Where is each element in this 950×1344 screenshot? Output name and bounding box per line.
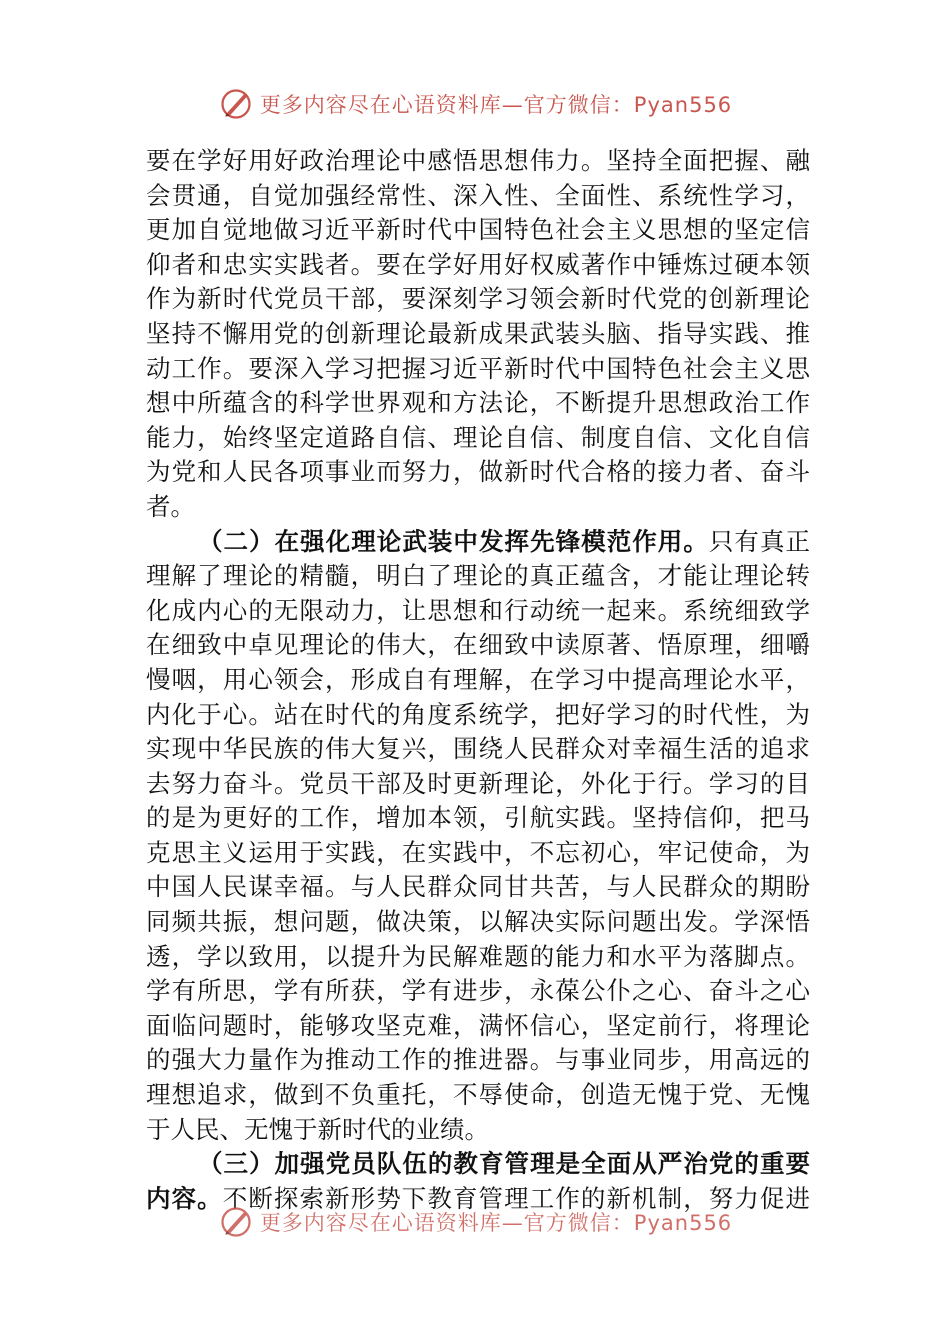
section-heading-3-cont: 内容。 — [146, 1183, 223, 1213]
text-line: 克思主义运用于实践，在实践中，不忘初心，牢记使命，为 — [146, 837, 810, 867]
text-line: 同频共振，想问题，做决策，以解决实际问题出发。学深悟 — [146, 907, 810, 937]
paragraph-2 — [146, 525, 810, 1148]
section-heading-line — [146, 525, 810, 560]
watermark-text: 更多内容尽在心语资料库—官方微信：Pyan556 — [259, 1211, 733, 1235]
pen-logo-icon — [218, 1204, 254, 1240]
text-line: 透，学以致用，以提升为民解难题的能力和水平为落脚点。 — [146, 941, 810, 971]
text-line: 化成内心的无限动力，让思想和行动统一起来。系统细致学 — [146, 595, 810, 625]
text-line: 作为新时代党员干部，要深刻学习领会新时代党的创新理论 — [146, 284, 810, 314]
text-line: 于人民、无愧于新时代的业绩。 — [146, 1114, 489, 1144]
text-line: 仰者和忠实实践者。要在学好用好权威著作中锤炼过硬本领 — [146, 249, 810, 279]
text-line: 慢咽，用心领会，形成自有理解，在学习中提高理论水平， — [146, 664, 810, 694]
text-line: 面临问题时，能够攻坚克难，满怀信心，坚定前行，将理论 — [146, 1010, 810, 1040]
text-line: 中国人民谋幸福。与人民群众同甘共苦，与人民群众的期盼 — [146, 872, 810, 902]
text-line: 在细致中卓见理论的伟大，在细致中读原著、悟原理，细嚼 — [146, 630, 810, 660]
pen-logo-icon — [218, 86, 254, 122]
text-line: 更加自觉地做习近平新时代中国特色社会主义思想的坚定信 — [146, 215, 810, 245]
text-line: 想中所蕴含的科学世界观和方法论，不断提升思想政治工作 — [146, 388, 810, 418]
text-line: 理解了理论的精髓，明白了理论的真正蕴含，才能让理论转 — [146, 561, 810, 591]
paragraph-1 — [146, 144, 810, 525]
text-line: 为党和人民各项事业而努力，做新时代合格的接力者、奋斗 — [146, 457, 810, 487]
text-line: 者。 — [146, 491, 195, 521]
watermark-header — [0, 84, 950, 124]
watermark-text: 更多内容尽在心语资料库—官方微信：Pyan556 — [259, 93, 733, 117]
text-line: 能力，始终坚定道路自信、理论自信、制度自信、文化自信 — [146, 422, 810, 452]
document-body — [146, 144, 810, 1216]
text-line: 的是为更好的工作，增加本领，引航实践。坚持信仰，把马 — [146, 803, 810, 833]
text-span: 只有真正 — [708, 526, 810, 556]
watermark-footer — [0, 1202, 950, 1242]
text-line: 的强大力量作为推动工作的推进器。与事业同步，用高远的 — [146, 1045, 810, 1075]
text-line: 理想追求，做到不负重托，不辱使命，创造无愧于党、无愧 — [146, 1080, 810, 1110]
text-line: 坚持不懈用党的创新理论最新成果武装头脑、指导实践、推 — [146, 318, 810, 348]
text-line: 去努力奋斗。党员干部及时更新理论，外化于行。学习的目 — [146, 768, 810, 798]
text-line: 动工作。要深入学习把握习近平新时代中国特色社会主义思 — [146, 353, 810, 383]
text-line: 内化于心。站在时代的角度系统学，把好学习的时代性，为 — [146, 699, 810, 729]
text-line: 会贯通，自觉加强经常性、深入性、全面性、系统性学习， — [146, 180, 810, 210]
text-span: 不断探索新形势下教育管理工作的新机制，努力促进 — [222, 1183, 810, 1213]
text-line: 实现中华民族的伟大复兴，围绕人民群众对幸福生活的追求 — [146, 734, 810, 764]
section-heading-line — [146, 1147, 810, 1182]
text-line: 学有所思，学有所获，学有进步，永葆公仆之心、奋斗之心 — [146, 976, 810, 1006]
section-heading-3: （三）加强党员队伍的教育管理是全面从严治党的重要 — [198, 1149, 810, 1179]
section-heading-2: （二）在强化理论武装中发挥先锋模范作用。 — [198, 526, 709, 556]
text-line: 要在学好用好政治理论中感悟思想伟力。坚持全面把握、融 — [146, 146, 810, 175]
